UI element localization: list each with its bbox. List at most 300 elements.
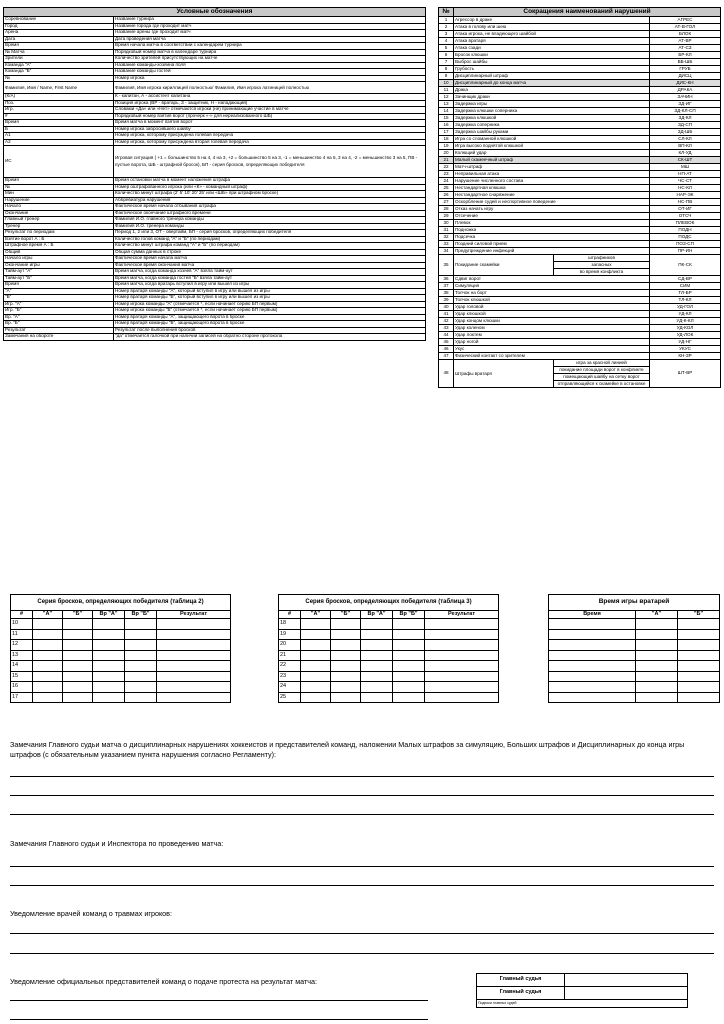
abbr-code: ЗД-КЛ bbox=[650, 115, 721, 122]
abbr-row bbox=[439, 332, 721, 339]
abbr-name: Выброс шайбы bbox=[454, 59, 650, 66]
shootout-cell[interactable] bbox=[331, 682, 361, 693]
goalie-cell[interactable] bbox=[678, 619, 720, 630]
shootout-column-header: "А" bbox=[33, 611, 63, 619]
shootout-cell[interactable] bbox=[63, 671, 93, 682]
abbr-num: 27 bbox=[439, 199, 454, 206]
abbr-code: ГРУБ bbox=[650, 66, 721, 73]
abbr-name: Толчок на борт bbox=[454, 290, 650, 297]
shootout-cell[interactable] bbox=[393, 682, 425, 693]
discipline-remarks-label: Замечания Главного судьи матча о дисциплинарных нарушениях хоккеистов и представителей команд, наложении Малых штрафов за симуляцию, Больших штрафов и Дисциплинарных до конца игры штрафов (с обязательным указанием пункта нарушения согласно Регламенту): bbox=[10, 740, 685, 759]
abbr-name: Грубость bbox=[454, 66, 650, 73]
shootout-row-number: 20 bbox=[279, 640, 301, 651]
abbr-row bbox=[439, 24, 721, 31]
shootout-cell[interactable] bbox=[301, 682, 331, 693]
shootout-cell[interactable] bbox=[361, 682, 393, 693]
abbr-code: АТ-СЗ bbox=[650, 45, 721, 52]
legend-description: Номер вратаря команды "А", защищающего ворота в броске bbox=[114, 314, 426, 321]
legend-row bbox=[4, 146, 426, 178]
legend-term: Игр. "Б" bbox=[4, 308, 114, 315]
shootout-cell[interactable] bbox=[425, 682, 499, 693]
goalie-cell[interactable] bbox=[549, 640, 636, 651]
abbr-num: 7 bbox=[439, 59, 454, 66]
shootout-row-number: 18 bbox=[279, 619, 301, 630]
legend-term: Начало игры bbox=[4, 256, 114, 263]
abbr-code: ЗД-СП bbox=[650, 122, 721, 129]
abbr-row bbox=[439, 150, 721, 157]
abbr-num: 26 bbox=[439, 192, 454, 199]
shootout-cell[interactable] bbox=[125, 619, 157, 630]
abbreviations-table bbox=[438, 7, 721, 388]
legend-term: Окончание bbox=[4, 210, 114, 217]
shootout-cell[interactable] bbox=[93, 671, 125, 682]
legend-description: Фактическое время окончания матча bbox=[114, 262, 426, 269]
shootout-cell[interactable] bbox=[33, 619, 63, 630]
shootout-cell[interactable] bbox=[157, 650, 231, 661]
shootout-cell[interactable] bbox=[301, 640, 331, 651]
shootout-cell[interactable] bbox=[33, 640, 63, 651]
abbr-num: 19 bbox=[439, 143, 454, 150]
goalie-cell[interactable] bbox=[678, 671, 720, 682]
goalie-cell[interactable] bbox=[636, 682, 678, 693]
shootout-cell[interactable] bbox=[125, 661, 157, 672]
shootout-cell[interactable] bbox=[361, 629, 393, 640]
goalie-cell[interactable] bbox=[678, 661, 720, 672]
legend-term: Дата bbox=[4, 36, 114, 43]
shootout-cell[interactable] bbox=[361, 650, 393, 661]
conduct-remarks-label: Замечания Главного судьи и Инспектора по проведению матча: bbox=[10, 839, 224, 848]
shootout-cell[interactable] bbox=[93, 629, 125, 640]
line[interactable] bbox=[10, 795, 714, 796]
shootout-row-number: 10 bbox=[11, 619, 33, 630]
goalie-row bbox=[549, 629, 720, 640]
shootout-row bbox=[279, 640, 499, 651]
abbr-num: 42 bbox=[439, 318, 454, 325]
abbr-title: Сокращения наименований нарушений bbox=[454, 8, 721, 17]
legend-description: Время матча, когда команда хозяев "А" взяла тайм-аут bbox=[114, 269, 426, 276]
goalie-cell[interactable] bbox=[678, 629, 720, 640]
shootout-cell[interactable] bbox=[301, 661, 331, 672]
shootout-cell[interactable] bbox=[331, 650, 361, 661]
abbr-name: Нарушение численного состава bbox=[454, 178, 650, 185]
legend-term: Время bbox=[4, 120, 114, 127]
abbr-name: Удар локтем bbox=[454, 332, 650, 339]
abbr-code: КН-ЗР bbox=[650, 353, 721, 360]
goalie-cell[interactable] bbox=[678, 692, 720, 703]
abbr-num: 4 bbox=[439, 38, 454, 45]
abbr-code: СИМ bbox=[650, 283, 721, 290]
abbr-row bbox=[439, 339, 721, 346]
abbr-code: АТ-ВР bbox=[650, 38, 721, 45]
abbr-num: 6 bbox=[439, 52, 454, 59]
legend-row bbox=[4, 82, 426, 94]
line[interactable] bbox=[10, 885, 714, 886]
legend-description: Номер вратаря команды "Б", который вступил в игру или вышел из игры bbox=[114, 295, 426, 302]
shootout-cell[interactable] bbox=[425, 640, 499, 651]
shootout-row-number: 15 bbox=[11, 671, 33, 682]
goalie-row bbox=[549, 650, 720, 661]
shootout-row bbox=[11, 619, 231, 630]
goalie-cell[interactable] bbox=[549, 650, 636, 661]
shootout-column-header: Вр "Б" bbox=[393, 611, 425, 619]
goalie-cell[interactable] bbox=[636, 640, 678, 651]
shootout-cell[interactable] bbox=[393, 650, 425, 661]
abbr-row bbox=[439, 220, 721, 227]
shootout-cell[interactable] bbox=[93, 619, 125, 630]
abbr-name: Игра со сломанной клюшкой bbox=[454, 136, 650, 143]
line[interactable] bbox=[10, 933, 714, 934]
goalie-cell[interactable] bbox=[636, 650, 678, 661]
abbr-name: Подсечка bbox=[454, 234, 650, 241]
shootout-row bbox=[11, 640, 231, 651]
legend-term: Команда "А" bbox=[4, 62, 114, 69]
shootout-column-header: "А" bbox=[301, 611, 331, 619]
abbr-code: ДИСЦ bbox=[650, 73, 721, 80]
abbr-row bbox=[439, 129, 721, 136]
goalie-row bbox=[549, 640, 720, 651]
shootout-cell[interactable] bbox=[331, 692, 361, 703]
goalie-cell[interactable] bbox=[549, 629, 636, 640]
shootout-cell[interactable] bbox=[125, 650, 157, 661]
shootout-cell[interactable] bbox=[125, 629, 157, 640]
shootout-cell[interactable] bbox=[425, 661, 499, 672]
legend-term: Время bbox=[4, 43, 114, 50]
goalie-column-header: Время bbox=[549, 611, 636, 619]
shootout-cell[interactable] bbox=[63, 629, 93, 640]
abbr-name: Удар ногой bbox=[454, 339, 650, 346]
shootout-cell[interactable] bbox=[63, 692, 93, 703]
shootout-cell[interactable] bbox=[93, 682, 125, 693]
goalie-row bbox=[549, 671, 720, 682]
shootout-row-number: 25 bbox=[279, 692, 301, 703]
goalie-cell[interactable] bbox=[636, 629, 678, 640]
shootout-cell[interactable] bbox=[393, 661, 425, 672]
shootout-column-header: Вр "Б" bbox=[125, 611, 157, 619]
abbr-name: Отказ начать игру bbox=[454, 206, 650, 213]
shootout-cell[interactable] bbox=[33, 671, 63, 682]
goalie-cell[interactable] bbox=[636, 692, 678, 703]
abbr-row bbox=[439, 59, 721, 66]
abbr-row bbox=[439, 360, 721, 367]
legend-description: Название города где проходит матч bbox=[114, 23, 426, 30]
abbr-code: ЗД-КЛ-СП bbox=[650, 108, 721, 115]
abbr-row bbox=[439, 346, 721, 353]
shootout-cell[interactable] bbox=[33, 682, 63, 693]
legend-description: Аббревиатура нарушения bbox=[114, 197, 426, 204]
abbr-num: 14 bbox=[439, 108, 454, 115]
line[interactable] bbox=[10, 953, 714, 954]
abbr-num: 48 bbox=[439, 360, 454, 388]
shootout-cell[interactable] bbox=[33, 692, 63, 703]
abbr-code: ВП-КЛ bbox=[650, 143, 721, 150]
shootout-cell[interactable] bbox=[301, 692, 331, 703]
abbr-code: ПОДН bbox=[650, 227, 721, 234]
abbr-name: Колющий удар bbox=[454, 150, 650, 157]
shootout-cell[interactable] bbox=[301, 671, 331, 682]
shootout-column-header: "Б" bbox=[63, 611, 93, 619]
abbr-code: МШ bbox=[650, 164, 721, 171]
abbr-subtype: отправляющийся к скамейке в остановке bbox=[554, 381, 650, 388]
shootout-column-header: Вр "А" bbox=[93, 611, 125, 619]
abbr-row bbox=[439, 199, 721, 206]
goalie-title: Время игры вратарей bbox=[549, 595, 720, 611]
shootout-row-number: 17 bbox=[11, 692, 33, 703]
abbr-name: Задержка клюшкой bbox=[454, 115, 650, 122]
legend-description: Количество минут штрафа команд "А" и "Б" (по периодам) bbox=[114, 243, 426, 250]
shootout-cell[interactable] bbox=[393, 640, 425, 651]
head-referee-signature-1[interactable] bbox=[565, 974, 688, 987]
legend-description: К - капитан, А - ассистент капитана bbox=[114, 94, 426, 101]
goalie-cell[interactable] bbox=[678, 640, 720, 651]
legend-description: Позиция игрока (ВР - вратарь, З - защитник, Н - нападающий) bbox=[114, 100, 426, 107]
shootout-cell[interactable] bbox=[301, 629, 331, 640]
abbr-code: СЛ-КЛ bbox=[650, 136, 721, 143]
abbr-row bbox=[439, 304, 721, 311]
abbr-row bbox=[439, 94, 721, 101]
shootout-cell[interactable] bbox=[331, 671, 361, 682]
shootout-cell[interactable] bbox=[33, 629, 63, 640]
goalie-cell[interactable] bbox=[549, 661, 636, 672]
legend-description: Название турнира bbox=[114, 17, 426, 24]
shootout-cell[interactable] bbox=[63, 650, 93, 661]
legend-description: Фактическое окончание штрафного времени bbox=[114, 210, 426, 217]
abbr-row bbox=[439, 171, 721, 178]
legend-term: Результат bbox=[4, 327, 114, 334]
legend-description: Время остановки матча в момент наложения штрафа bbox=[114, 178, 426, 185]
legend-description: Номер игрока забросившего шайбу bbox=[114, 126, 426, 133]
legend-table bbox=[3, 7, 426, 341]
shootout-cell[interactable] bbox=[361, 661, 393, 672]
shootout-cell[interactable] bbox=[63, 619, 93, 630]
abbr-code: СД-ВР bbox=[650, 276, 721, 283]
legend-term: № Матча bbox=[4, 49, 114, 56]
legend-description: Количество зрителей присутствующих на матче bbox=[114, 56, 426, 63]
shootout-cell[interactable] bbox=[125, 692, 157, 703]
shootout-cell[interactable] bbox=[125, 640, 157, 651]
legend-description: Название команды-хозяина поля bbox=[114, 62, 426, 69]
shootout-cell[interactable] bbox=[425, 692, 499, 703]
shootout-cell[interactable] bbox=[393, 671, 425, 682]
goalie-cell[interactable] bbox=[636, 671, 678, 682]
abbr-name: Игра высоко поднятой клюшкой bbox=[454, 143, 650, 150]
abbr-code: ОТ-ИГ bbox=[650, 206, 721, 213]
legend-term: "А" bbox=[4, 288, 114, 295]
goalie-cell[interactable] bbox=[678, 682, 720, 693]
abbr-name: Толчок клюшкой bbox=[454, 297, 650, 304]
abbr-name: Сдвиг ворот bbox=[454, 276, 650, 283]
head-referee-signature-2[interactable] bbox=[565, 987, 688, 1000]
abbr-row bbox=[439, 192, 721, 199]
shootout-cell[interactable] bbox=[157, 682, 231, 693]
shootout-cell[interactable] bbox=[393, 629, 425, 640]
goalie-cell[interactable] bbox=[549, 682, 636, 693]
shootout-cell[interactable] bbox=[331, 619, 361, 630]
abbr-name: Оскорбление судей и неспортивное поведение bbox=[454, 199, 650, 206]
abbr-code: НП-АТ bbox=[650, 171, 721, 178]
goalie-cell[interactable] bbox=[636, 661, 678, 672]
legend-description: Фамилия И.О. тренера команды bbox=[114, 223, 426, 230]
abbr-code: ЗД-ШБ bbox=[650, 129, 721, 136]
shootout-cell[interactable] bbox=[425, 650, 499, 661]
abbr-row bbox=[439, 164, 721, 171]
shootout-row bbox=[279, 661, 499, 672]
legend-term: Игр. bbox=[4, 107, 114, 114]
shootout-row bbox=[279, 619, 499, 630]
shootout-column-header: "Б" bbox=[331, 611, 361, 619]
abbr-num: 34 bbox=[439, 248, 454, 255]
abbr-num: 29 bbox=[439, 213, 454, 220]
abbr-num: 43 bbox=[439, 325, 454, 332]
shootout-cell[interactable] bbox=[125, 671, 157, 682]
goalie-time-table bbox=[548, 594, 720, 703]
shootout-row bbox=[279, 629, 499, 640]
line[interactable] bbox=[10, 866, 714, 867]
legend-description: Время матча, когда команда гостей "Б" взяла тайм-аут bbox=[114, 275, 426, 282]
abbr-row bbox=[439, 290, 721, 297]
shootout-cell[interactable] bbox=[157, 629, 231, 640]
abbr-row bbox=[439, 255, 721, 262]
legend-term: А1 bbox=[4, 133, 114, 140]
legend-term: "Б" bbox=[4, 295, 114, 302]
abbr-name: Драка bbox=[454, 87, 650, 94]
abbr-code: АГРЕС bbox=[650, 17, 721, 24]
goalie-cell[interactable] bbox=[678, 650, 720, 661]
shootout-row-number: 14 bbox=[11, 661, 33, 672]
shootout-cell[interactable] bbox=[331, 629, 361, 640]
abbr-name: Атака в голову или шею bbox=[454, 24, 650, 31]
shootout-cell[interactable] bbox=[63, 640, 93, 651]
shootout-cell[interactable] bbox=[157, 619, 231, 630]
shootout-header-row bbox=[279, 611, 499, 619]
shootout-cell[interactable] bbox=[425, 671, 499, 682]
abbr-row bbox=[439, 143, 721, 150]
abbr-code: ТЛ-БР bbox=[650, 290, 721, 297]
shootout-cell[interactable] bbox=[393, 692, 425, 703]
shootout-cell[interactable] bbox=[33, 661, 63, 672]
abbr-name: Задержка игры bbox=[454, 101, 650, 108]
goalie-column-header: "Б" bbox=[678, 611, 720, 619]
abbr-name: Задержка клюшки соперника bbox=[454, 108, 650, 115]
abbr-code: НС-КЛ bbox=[650, 185, 721, 192]
abbr-name: Плевок bbox=[454, 220, 650, 227]
legend-description: Номер игрока, которому присуждена голевая передача bbox=[114, 133, 426, 140]
line[interactable] bbox=[10, 1000, 428, 1001]
abbr-num: 37 bbox=[439, 283, 454, 290]
shootout-cell[interactable] bbox=[93, 661, 125, 672]
abbr-num: 2 bbox=[439, 24, 454, 31]
legend-description: Время матча, когда вратарь вступил в игру или вышел из игры bbox=[114, 282, 426, 289]
abbr-row bbox=[439, 283, 721, 290]
abbr-code: УД-КОЛ bbox=[650, 325, 721, 332]
legend-term: ИС bbox=[4, 146, 114, 178]
goalie-cell[interactable] bbox=[636, 619, 678, 630]
legend-description: Фактическое время начала матча bbox=[114, 256, 426, 263]
shootout-cell[interactable] bbox=[157, 661, 231, 672]
shootout-cell[interactable] bbox=[301, 619, 331, 630]
shootout-cell[interactable] bbox=[425, 619, 499, 630]
goalie-cell[interactable] bbox=[549, 692, 636, 703]
abbr-name: Физический контакт со зрителем bbox=[454, 353, 650, 360]
abbr-row bbox=[439, 206, 721, 213]
abbr-num: 16 bbox=[439, 122, 454, 129]
line[interactable] bbox=[10, 1019, 428, 1020]
legend-description: Номер игрока команды "Б" (отмечается *, если начинает серию БП первым) bbox=[114, 308, 426, 315]
abbr-code: ЧС-СТ bbox=[650, 178, 721, 185]
shootout-cell[interactable] bbox=[63, 661, 93, 672]
abbr-row bbox=[439, 297, 721, 304]
abbr-row bbox=[439, 122, 721, 129]
shootout-row bbox=[11, 650, 231, 661]
shootout-cell[interactable] bbox=[361, 692, 393, 703]
shootout-cell[interactable] bbox=[157, 671, 231, 682]
abbr-num: 41 bbox=[439, 311, 454, 318]
shootout-cell[interactable] bbox=[361, 640, 393, 651]
shootout-cell[interactable] bbox=[93, 692, 125, 703]
shootout-cell[interactable] bbox=[361, 671, 393, 682]
abbr-code: ШТ-ВР bbox=[650, 360, 721, 388]
shootout-header-row bbox=[11, 611, 231, 619]
shootout-cell[interactable] bbox=[125, 682, 157, 693]
abbr-num: 25 bbox=[439, 185, 454, 192]
shootout-cell[interactable] bbox=[157, 640, 231, 651]
legend-description: Номер игрока, которому присуждена вторая голевая передача bbox=[114, 139, 426, 146]
shootout-cell[interactable] bbox=[425, 629, 499, 640]
abbr-subtype: во время конфликта bbox=[554, 269, 650, 276]
legend-term: Нарушение bbox=[4, 197, 114, 204]
goalie-row bbox=[549, 619, 720, 630]
line[interactable] bbox=[10, 814, 714, 815]
abbr-code: УКУС bbox=[650, 346, 721, 353]
abbr-name: Нестандартная клюшка bbox=[454, 185, 650, 192]
shootout-cell[interactable] bbox=[361, 619, 393, 630]
legend-term: Тайм-аут "А" bbox=[4, 269, 114, 276]
abbr-num: 46 bbox=[439, 346, 454, 353]
abbr-num: 10 bbox=[439, 80, 454, 87]
abbr-row bbox=[439, 241, 721, 248]
shootout-row bbox=[11, 682, 231, 693]
legend-description: Период 1, 2 или 3, ОТ - овертайм, БП - серия бросков, определяющих победителя bbox=[114, 230, 426, 237]
line[interactable] bbox=[10, 776, 714, 777]
legend-description: "да" отмечается галочкой при наличии записей на обратно стороне протокола bbox=[114, 334, 426, 341]
legend-description: Номер оштрафованного игрока (или «К» - командный штраф) bbox=[114, 184, 426, 191]
shootout-cell[interactable] bbox=[301, 650, 331, 661]
abbr-num: 21 bbox=[439, 157, 454, 164]
abbr-num: 39 bbox=[439, 297, 454, 304]
abbr-code: ЗД-ИГ bbox=[650, 101, 721, 108]
abbr-row bbox=[439, 311, 721, 318]
shootout-cell[interactable] bbox=[33, 650, 63, 661]
goalie-cell[interactable] bbox=[549, 619, 636, 630]
shootout-cell[interactable] bbox=[63, 682, 93, 693]
shootout-row-number: 19 bbox=[279, 629, 301, 640]
abbr-row bbox=[439, 227, 721, 234]
shootout-row-number: 12 bbox=[11, 640, 33, 651]
abbr-name: Дисциплинарный штраф bbox=[454, 73, 650, 80]
legend-term: Фамилия, Имя / Name, First Name bbox=[4, 82, 114, 94]
abbr-num: 44 bbox=[439, 332, 454, 339]
abbr-row bbox=[439, 66, 721, 73]
shootout-cell[interactable] bbox=[393, 619, 425, 630]
shootout-cell[interactable] bbox=[331, 661, 361, 672]
goalie-cell[interactable] bbox=[549, 671, 636, 682]
shootout-cell[interactable] bbox=[93, 650, 125, 661]
shootout-cell[interactable] bbox=[157, 692, 231, 703]
legend-description: Фактическое время начала отбывания штрафа bbox=[114, 204, 426, 211]
abbr-num: 32 bbox=[439, 234, 454, 241]
shootout-cell[interactable] bbox=[93, 640, 125, 651]
shootout-cell[interactable] bbox=[331, 640, 361, 651]
shootout-column-header: Вр "А" bbox=[361, 611, 393, 619]
